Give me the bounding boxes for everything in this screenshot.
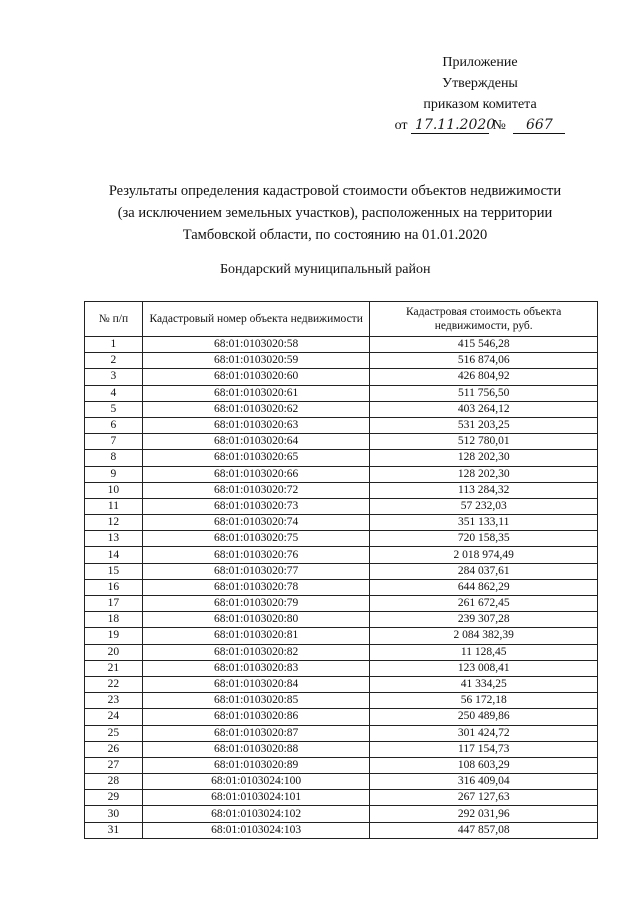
row-index: 16 — [85, 579, 143, 595]
row-index: 23 — [85, 693, 143, 709]
row-cadastral-value: 644 862,29 — [370, 579, 598, 595]
row-index: 6 — [85, 417, 143, 433]
row-cadastral-number: 68:01:0103020:89 — [142, 757, 370, 773]
row-index: 19 — [85, 628, 143, 644]
row-cadastral-number: 68:01:0103020:84 — [142, 676, 370, 692]
row-index: 30 — [85, 806, 143, 822]
header-cadastral-number: Кадастровый номер объекта недвижимости — [142, 302, 370, 337]
row-cadastral-value: 284 037,61 — [370, 563, 598, 579]
row-cadastral-value: 426 804,92 — [370, 369, 598, 385]
row-cadastral-value: 41 334,25 — [370, 676, 598, 692]
title-line-1: Результаты определения кадастровой стоимости объектов недвижимости — [108, 183, 562, 199]
row-cadastral-number: 68:01:0103020:66 — [142, 466, 370, 482]
row-index: 3 — [85, 369, 143, 385]
row-index: 29 — [85, 790, 143, 806]
row-cadastral-number: 68:01:0103024:103 — [142, 822, 370, 838]
row-cadastral-number: 68:01:0103020:59 — [142, 353, 370, 369]
row-index: 17 — [85, 596, 143, 612]
table-row — [85, 644, 598, 660]
row-cadastral-value: 292 031,96 — [370, 806, 598, 822]
table-row — [85, 466, 598, 482]
table-row — [85, 434, 598, 450]
row-cadastral-number: 68:01:0103020:81 — [142, 628, 370, 644]
row-cadastral-number: 68:01:0103020:72 — [142, 482, 370, 498]
row-index: 25 — [85, 725, 143, 741]
row-cadastral-value: 531 203,25 — [370, 417, 598, 433]
row-cadastral-number: 68:01:0103020:62 — [142, 401, 370, 417]
row-cadastral-value: 128 202,30 — [370, 466, 598, 482]
row-cadastral-value: 720 158,35 — [370, 531, 598, 547]
order-date-line — [380, 115, 580, 136]
appendix-label: Приложение — [442, 55, 518, 70]
row-cadastral-number: 68:01:0103020:80 — [142, 612, 370, 628]
row-cadastral-value: 403 264,12 — [370, 401, 598, 417]
table-row — [85, 385, 598, 401]
row-cadastral-value: 2 018 974,49 — [370, 547, 598, 563]
row-index: 11 — [85, 498, 143, 514]
table-row — [85, 579, 598, 595]
row-index: 4 — [85, 385, 143, 401]
row-index: 1 — [85, 337, 143, 353]
header-cadastral-value: Кадастровая стоимость объекта недвижимости, руб. — [370, 302, 598, 337]
number-label: № — [492, 118, 506, 133]
row-cadastral-number: 68:01:0103024:100 — [142, 774, 370, 790]
row-cadastral-value: 516 874,06 — [370, 353, 598, 369]
table-body — [85, 337, 598, 839]
row-cadastral-value: 117 154,73 — [370, 741, 598, 757]
table-row — [85, 757, 598, 773]
row-cadastral-value: 447 857,08 — [370, 822, 598, 838]
row-index: 21 — [85, 660, 143, 676]
table-header-row — [85, 302, 598, 337]
table-row — [85, 660, 598, 676]
table-row — [85, 822, 598, 838]
table-row — [85, 482, 598, 498]
row-index: 5 — [85, 401, 143, 417]
table-row — [85, 369, 598, 385]
cadastral-value-table — [84, 301, 598, 839]
table-row — [85, 417, 598, 433]
row-cadastral-value: 56 172,18 — [370, 693, 598, 709]
row-cadastral-number: 68:01:0103020:63 — [142, 417, 370, 433]
row-index: 2 — [85, 353, 143, 369]
table-row — [85, 498, 598, 514]
row-index: 7 — [85, 434, 143, 450]
table-row — [85, 676, 598, 692]
row-cadastral-number: 68:01:0103020:60 — [142, 369, 370, 385]
row-cadastral-value: 316 409,04 — [370, 774, 598, 790]
table-row — [85, 353, 598, 369]
title-line-2: (за исключением земельных участков), расположенных на территории — [117, 205, 553, 221]
table-row — [85, 774, 598, 790]
row-cadastral-value: 123 008,41 — [370, 660, 598, 676]
row-index: 15 — [85, 563, 143, 579]
row-index: 22 — [85, 676, 143, 692]
row-index: 14 — [85, 547, 143, 563]
header-index: № п/п — [85, 302, 143, 337]
table-row — [85, 450, 598, 466]
row-cadastral-number: 68:01:0103020:75 — [142, 531, 370, 547]
table-row — [85, 596, 598, 612]
table-row — [85, 531, 598, 547]
order-number: 667 — [513, 118, 565, 134]
row-index: 12 — [85, 515, 143, 531]
row-cadastral-value: 11 128,45 — [370, 644, 598, 660]
row-cadastral-value: 239 307,28 — [370, 612, 598, 628]
row-cadastral-value: 351 133,11 — [370, 515, 598, 531]
row-index: 20 — [85, 644, 143, 660]
document-title — [70, 180, 600, 246]
row-cadastral-value: 301 424,72 — [370, 725, 598, 741]
row-index: 8 — [85, 450, 143, 466]
table-row — [85, 790, 598, 806]
table-row — [85, 337, 598, 353]
row-cadastral-value: 261 672,45 — [370, 596, 598, 612]
row-index: 31 — [85, 822, 143, 838]
row-cadastral-value: 267 127,63 — [370, 790, 598, 806]
row-cadastral-value: 2 084 382,39 — [370, 628, 598, 644]
table-row — [85, 628, 598, 644]
row-index: 27 — [85, 757, 143, 773]
row-cadastral-number: 68:01:0103020:88 — [142, 741, 370, 757]
row-cadastral-value: 512 780,01 — [370, 434, 598, 450]
row-cadastral-value: 511 756,50 — [370, 385, 598, 401]
row-cadastral-value: 128 202,30 — [370, 450, 598, 466]
row-index: 28 — [85, 774, 143, 790]
approval-block — [380, 52, 580, 136]
row-cadastral-number: 68:01:0103020:83 — [142, 660, 370, 676]
order-date: 17.11.2020 — [411, 118, 489, 134]
row-cadastral-number: 68:01:0103020:82 — [142, 644, 370, 660]
row-cadastral-value: 415 546,28 — [370, 337, 598, 353]
row-cadastral-number: 68:01:0103020:73 — [142, 498, 370, 514]
table-row — [85, 547, 598, 563]
table-row — [85, 515, 598, 531]
table-row — [85, 741, 598, 757]
row-cadastral-number: 68:01:0103020:87 — [142, 725, 370, 741]
row-cadastral-number: 68:01:0103020:76 — [142, 547, 370, 563]
row-index: 18 — [85, 612, 143, 628]
title-line-3: Тамбовской области, по состоянию на 01.01.2020 — [182, 227, 488, 243]
row-index: 24 — [85, 709, 143, 725]
row-cadastral-number: 68:01:0103024:101 — [142, 790, 370, 806]
row-cadastral-number: 68:01:0103024:102 — [142, 806, 370, 822]
table-row — [85, 612, 598, 628]
row-index: 26 — [85, 741, 143, 757]
row-cadastral-value: 108 603,29 — [370, 757, 598, 773]
district-heading: Бондарский муниципальный район — [220, 262, 431, 277]
order-label: приказом комитета — [423, 97, 537, 112]
row-cadastral-value: 57 232,03 — [370, 498, 598, 514]
row-cadastral-value: 250 489,86 — [370, 709, 598, 725]
approved-label: Утверждены — [442, 76, 518, 91]
row-cadastral-number: 68:01:0103020:85 — [142, 693, 370, 709]
table-row — [85, 563, 598, 579]
row-cadastral-number: 68:01:0103020:65 — [142, 450, 370, 466]
row-index: 9 — [85, 466, 143, 482]
table-row — [85, 725, 598, 741]
row-index: 10 — [85, 482, 143, 498]
from-label: от — [394, 118, 408, 133]
row-index: 13 — [85, 531, 143, 547]
row-cadastral-number: 68:01:0103020:58 — [142, 337, 370, 353]
row-cadastral-value: 113 284,32 — [370, 482, 598, 498]
row-cadastral-number: 68:01:0103020:74 — [142, 515, 370, 531]
row-cadastral-number: 68:01:0103020:79 — [142, 596, 370, 612]
row-cadastral-number: 68:01:0103020:78 — [142, 579, 370, 595]
row-cadastral-number: 68:01:0103020:86 — [142, 709, 370, 725]
table-row — [85, 709, 598, 725]
row-cadastral-number: 68:01:0103020:64 — [142, 434, 370, 450]
table-row — [85, 401, 598, 417]
row-cadastral-number: 68:01:0103020:61 — [142, 385, 370, 401]
table-row — [85, 693, 598, 709]
row-cadastral-number: 68:01:0103020:77 — [142, 563, 370, 579]
table-row — [85, 806, 598, 822]
